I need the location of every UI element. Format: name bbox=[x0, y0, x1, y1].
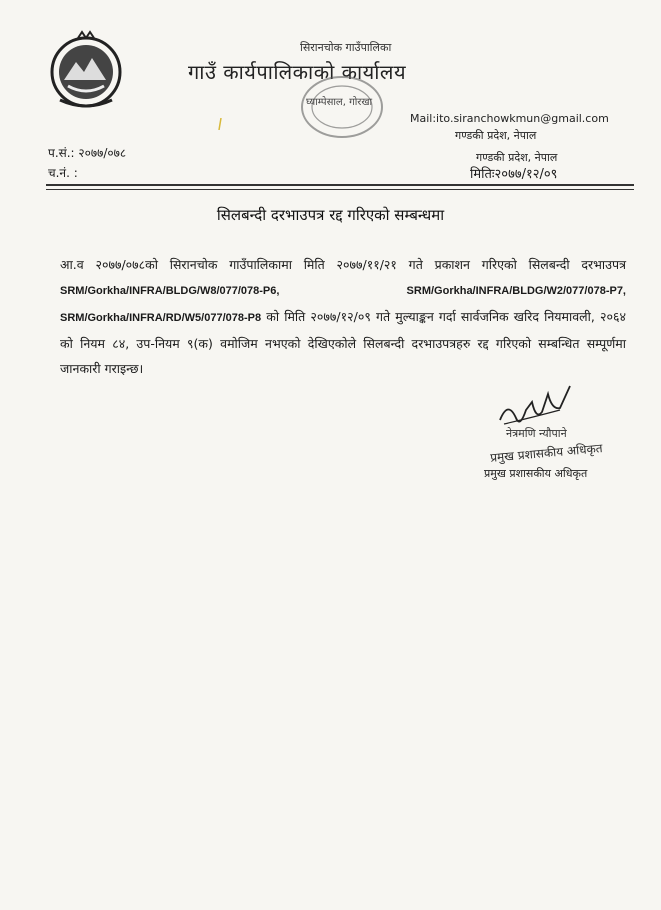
address-stamp: घ्याम्पेसाल, गोरखा bbox=[306, 97, 373, 108]
nepal-emblem-icon bbox=[46, 30, 126, 110]
province-line-1: गण्डकी प्रदेश, नेपाल bbox=[455, 129, 537, 142]
reference-number: प.सं.: २०७७/०७८ bbox=[48, 146, 127, 160]
letter-body bbox=[60, 252, 626, 381]
signatory-stamp-title: प्रमुख प्रशासकीय अधिकृत bbox=[489, 441, 604, 465]
letter-subject: सिलबन्दी दरभाउपत्र रद्द गरिएको सम्बन्धमा bbox=[216, 206, 445, 224]
letter-date: मितिः२०७७/१२/०९ bbox=[470, 167, 558, 182]
body-text-part-1: आ.व २०७७/०७८को सिरानचोक गाउँपालिकामा मिति २०७७/११/२१ गते प्रकाशन गरिएको सिलबन्दी दरभाउपत्र bbox=[60, 257, 626, 272]
highlight-mark-icon bbox=[218, 118, 222, 130]
body-text-part-2: को मिति २०७७/१२/०९ गते मुल्याङ्कन गर्दा सार्वजनिक खरिद नियमावली, २०६४ को नियम ८४, उप-नियम ९(क) वमोजिम नभएको देखिएकोले सिलबन्दी दरभाउपत्रहरु रद्द गरिएको सम्बन्धित सम्पूर्णमा जानकारी गराइन्छ। bbox=[60, 309, 626, 376]
tender-code-2: SRM/Gorkha/INFRA/BLDG/W2/077/078-P7, bbox=[406, 285, 626, 297]
dispatch-number: च.नं. : bbox=[48, 166, 78, 180]
office-title: गाउँ कार्यपालिकाको कार्यालय bbox=[188, 60, 407, 84]
tender-code-1: SRM/Gorkha/INFRA/BLDG/W8/077/078-P6, bbox=[60, 285, 280, 297]
province-line-2: गण्डकी प्रदेश, नेपाल bbox=[476, 151, 558, 164]
email-address: Mail:ito.siranchowkmun@gmail.com bbox=[410, 112, 609, 125]
signatory-title: प्रमुख प्रशासकीय अधिकृत bbox=[484, 467, 588, 480]
municipality-name: सिरानचोक गाउँपालिका bbox=[300, 41, 392, 54]
signatory-name: नेत्रमणि न्यौपाने bbox=[506, 427, 567, 440]
header-divider bbox=[46, 184, 634, 190]
tender-code-3: SRM/Gorkha/INFRA/RD/W5/077/078-P8 bbox=[60, 312, 262, 324]
